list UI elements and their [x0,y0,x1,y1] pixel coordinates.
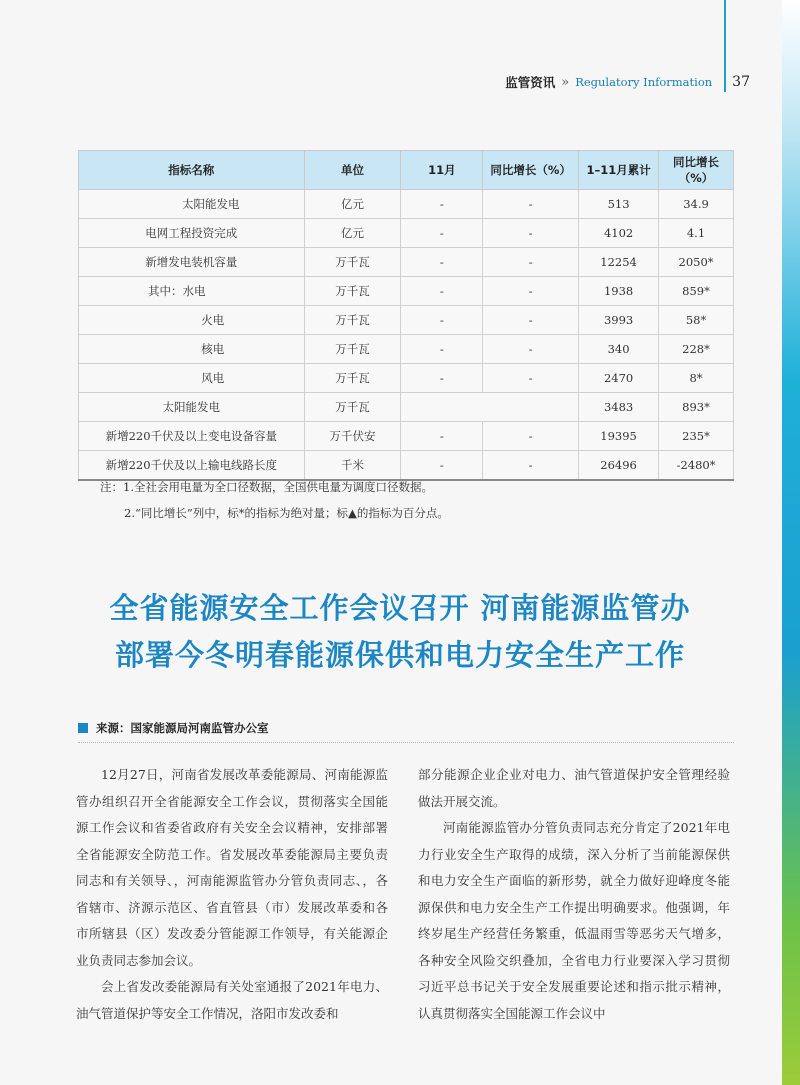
table-cell: - [401,277,483,306]
table-cell: 新增发电装机容量 [79,248,305,277]
table-cell: 8* [659,364,734,393]
table-cell: - [483,248,579,277]
table-cell: 万千瓦 [304,364,401,393]
column-header: 单位 [304,151,401,190]
table-cell: 3483 [579,393,659,422]
table-cell: - [483,219,579,248]
table-cell: 万千瓦 [304,277,401,306]
table-cell: 太阳能发电 [79,190,305,219]
table-row [79,306,734,335]
table-cell: 58* [659,306,734,335]
paragraph: 部分能源企业企业对电力、油气管道保护安全管理经验做法开展交流。 [418,767,730,809]
table-cell: 26496 [579,451,659,481]
table-cell: - [483,451,579,481]
table-cell: 4102 [579,219,659,248]
note-2: 2.“同比增长”列中，标*的指标为绝对量；标▲的指标为百分点。 [124,506,449,520]
table-row [79,219,734,248]
table-cell: 513 [579,190,659,219]
table-cell: 4.1 [659,219,734,248]
table-notes [100,474,449,526]
table-cell: 34.9 [659,190,734,219]
table-cell: - [401,248,483,277]
table-cell: - [483,364,579,393]
dotted-divider [78,742,734,743]
table-cell: 235* [659,422,734,451]
table-cell: - [401,306,483,335]
table-cell: 893* [659,393,734,422]
table-cell: 亿元 [304,190,401,219]
blue-square-icon [78,723,88,733]
article-column-right [418,762,730,1027]
table-cell: 太阳能发电 [79,393,305,422]
table-cell: - [483,422,579,451]
double-chevron-icon: » [561,74,570,90]
table-row [79,364,734,393]
table-cell: 火电 [79,306,305,335]
table-cell: - [401,335,483,364]
table-row [79,393,734,422]
column-header: 1–11月累计 [579,151,659,190]
table-cell: 核电 [79,335,305,364]
table-cell: 风电 [79,364,305,393]
table-cell: 万千伏安 [304,422,401,451]
table-header-row [79,151,734,190]
table-cell [401,393,483,422]
page-header [505,70,750,94]
table-cell: 2470 [579,364,659,393]
table-row [79,248,734,277]
table-cell: 万千瓦 [304,306,401,335]
table-row [79,335,734,364]
table-cell: 电网工程投资完成 [79,219,305,248]
table-cell: 228* [659,335,734,364]
table-cell: 千米 [304,451,401,481]
table-cell: - [401,451,483,481]
table-cell: 19395 [579,422,659,451]
statistics-table [78,150,734,481]
section-title: 监管资讯 [505,75,556,90]
note-1: 注：1.全社会用电量为全口径数据，全国供电量为调度口径数据。 [100,480,433,494]
paragraph: 12月27日，河南省发展改革委能源局、河南能源监管办组织召开全省能源安全工作会议，贯彻落实全国能源工作会议和省委省政府有关安全会议精神，安排部署全省能源安全防范工作。省发展改革委能源局主要负责同志和有关领导、，河南能源监管办分管负责同志、，各省辖市、济源示范区、省直管县（市）发展改革委和各市所辖县（区）发改委分管能源工作领导，有关能源企业负责同志参加会议。 [76,767,388,968]
table-cell: - [483,277,579,306]
table-cell: 340 [579,335,659,364]
paragraph: 会上省发改委能源局有关处室通报了2021年电力、油气管道保护等安全工作情况，洛阳市发改委和 [76,979,388,1021]
table-row [79,190,734,219]
table-cell [483,393,579,422]
paragraph: 河南能源监管办分管负责同志充分肯定了2021年电力行业安全生产取得的成绩，深入分析了当前能源保供和电力安全生产面临的新形势，就全力做好迎峰度冬能源保供和电力安全生产工作提出明确要求。他强调，年终岁尾生产经营任务繁重，低温雨雪等恶劣天气增多，各种安全风险交织叠加，全省电力行业要深入学习贯彻习近平总书记关于安全发展重要论述和指示批示精神，认真贯彻落实全国能源工作会议中 [418,820,730,1021]
column-header: 同比增长（%） [483,151,579,190]
table-cell: 亿元 [304,219,401,248]
table-cell: - [483,306,579,335]
column-header: 指标名称 [79,151,305,190]
table-row [79,422,734,451]
table-row [79,277,734,306]
article-title-line-2: 部署今冬明春能源保供和电力安全生产工作 [114,638,685,672]
table-cell: 12254 [579,248,659,277]
table-cell: 新增220千伏及以上变电设备容量 [79,422,305,451]
column-header: 同比增长（%） [659,151,734,190]
page-number: 37 [732,74,750,90]
table-cell: 2050* [659,248,734,277]
article-title [0,585,800,679]
table-cell: 万千瓦 [304,248,401,277]
table-cell: 859* [659,277,734,306]
source-text: 来源：国家能源局河南监管办公室 [96,721,269,735]
table-cell: - [401,219,483,248]
article-title-line-1: 全省能源安全工作会议召开 河南能源监管办 [109,591,691,625]
article-source [78,720,734,736]
decorative-side-gradient-bar [782,0,800,1085]
table-cell: 万千瓦 [304,335,401,364]
article-column-left [76,762,388,1027]
section-title-en: Regulatory Information [575,75,713,89]
table-cell: - [401,364,483,393]
table-cell: - [483,190,579,219]
column-header: 11月 [401,151,483,190]
table-cell: -2480* [659,451,734,481]
table-cell: - [483,335,579,364]
table-cell: 3993 [579,306,659,335]
table-cell: 1938 [579,277,659,306]
table-cell: 万千瓦 [304,393,401,422]
table-cell: - [401,422,483,451]
table-cell: 新增220千伏及以上输电线路长度 [79,451,305,481]
table-cell: - [401,190,483,219]
table-cell: 其中：水电 [79,277,305,306]
